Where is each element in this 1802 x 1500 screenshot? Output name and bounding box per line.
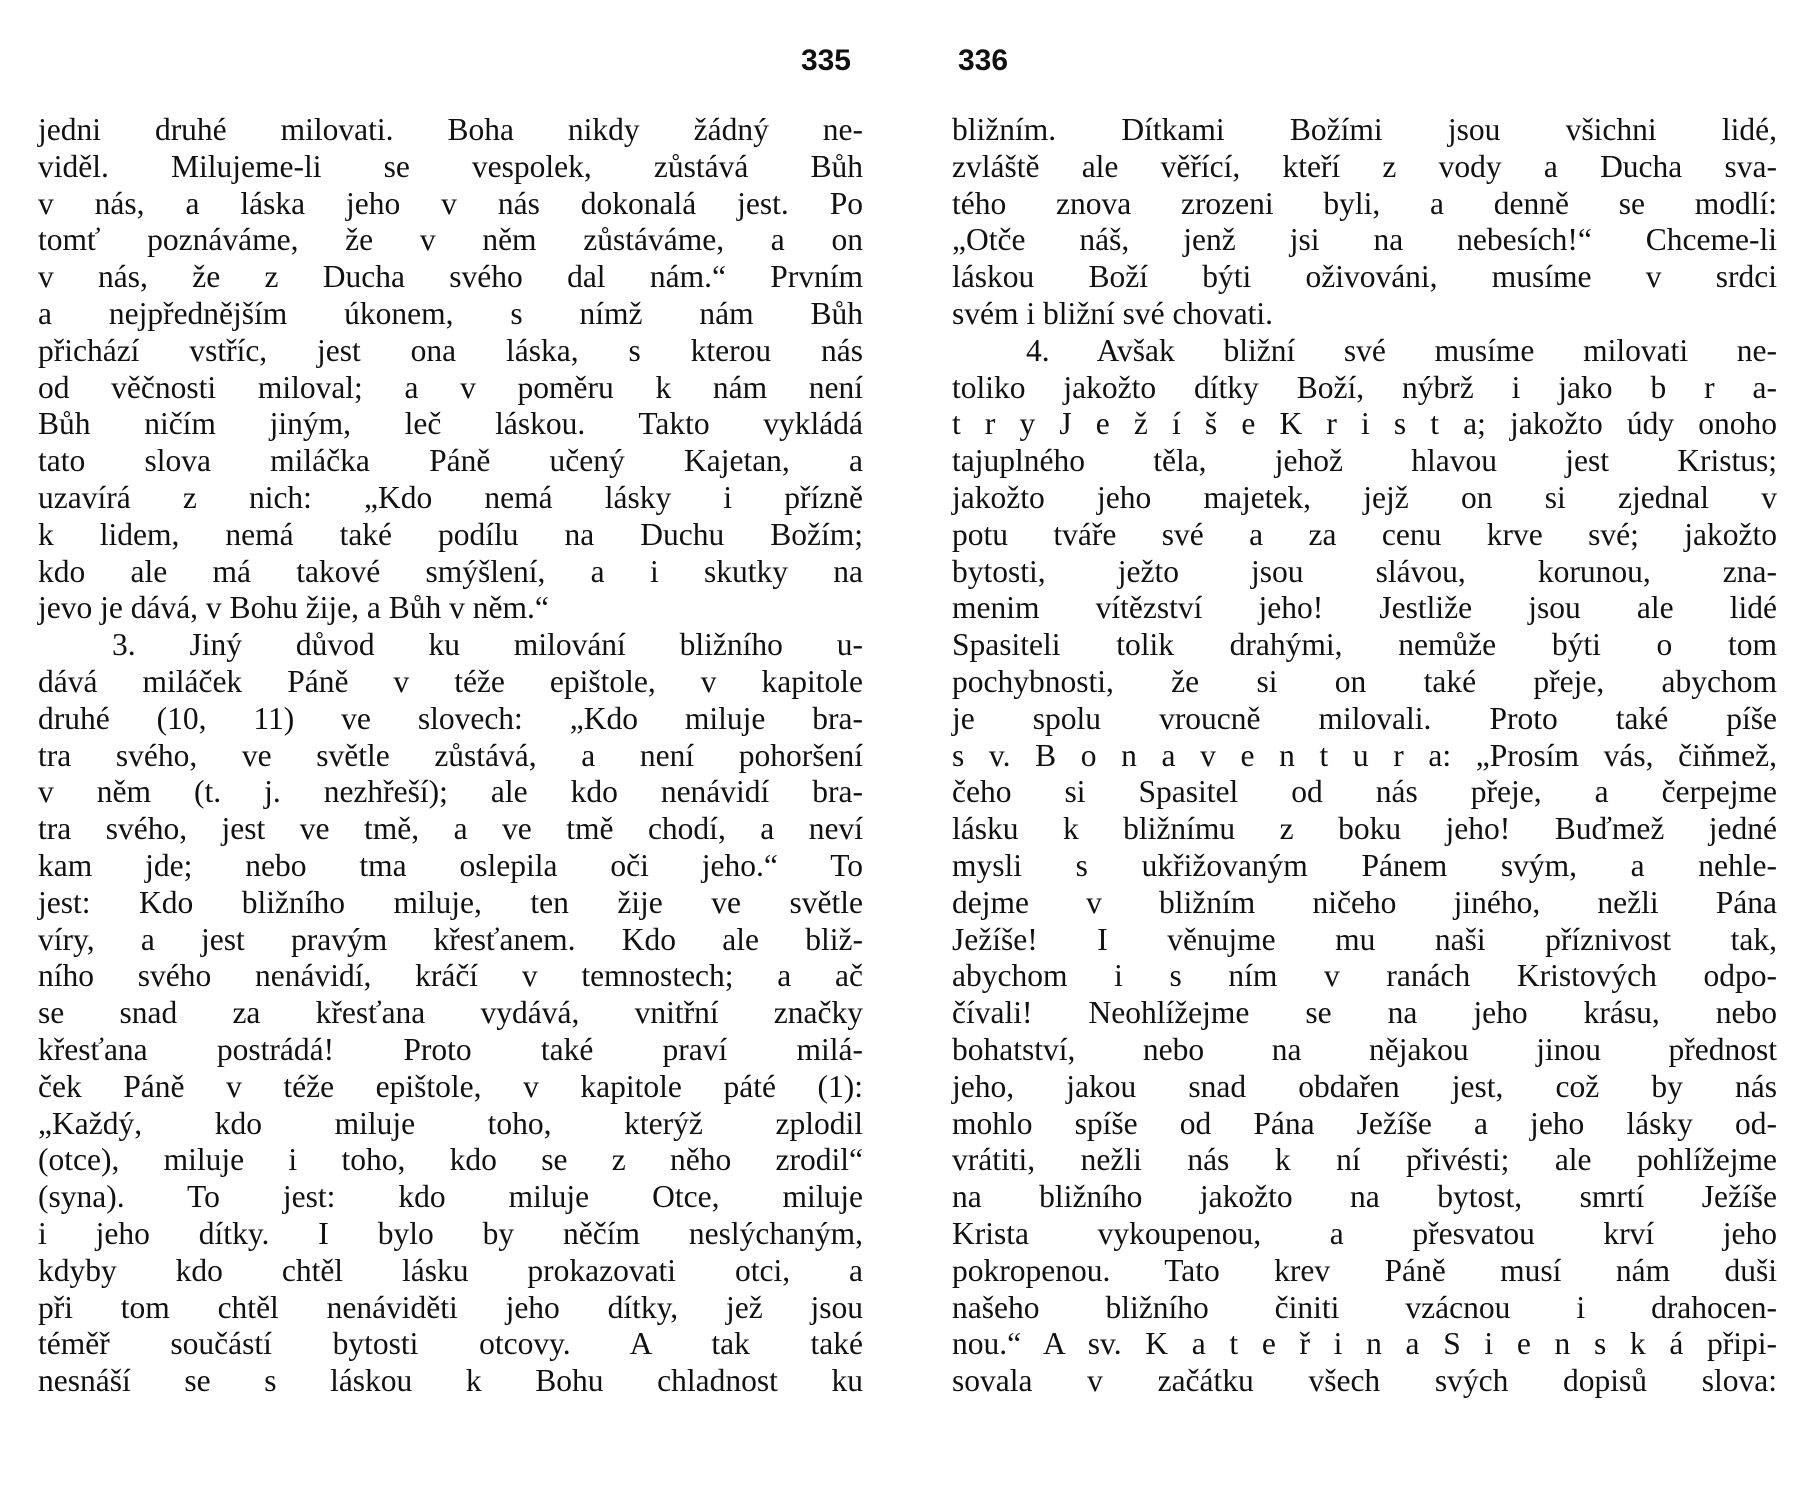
page-number: 335 (800, 44, 851, 77)
text-line: tra svého, jest ve tmě, a ve tmě chodí, a neví (38, 811, 863, 847)
text-line: menim vítězství jeho! Jestliže jsou ale lidé (952, 590, 1777, 626)
text-line: i jeho dítky. I bylo by něčím neslýchaným, (38, 1215, 863, 1251)
text-line: jakožto jeho majetek, jejž on si zjednal v (952, 479, 1777, 515)
text-line: v nás, že z Ducha svého dal nám.“ Prvním (38, 259, 863, 295)
page-text (38, 112, 863, 1400)
text-line: „Otče náš, jenž jsi na nebesích!“ Chceme-li (952, 222, 1777, 258)
text-line: jedni druhé milovati. Boha nikdy žádný ne- (38, 112, 863, 147)
text-line: v nás, a láska jeho v nás dokonalá jest. Po (38, 185, 863, 221)
page-number: 336 (958, 44, 1009, 77)
text-line: čeho si Spasitel od nás přeje, a čerpejme (952, 774, 1777, 810)
text-line: láskou Boží býti oživováni, musíme v srdci (952, 259, 1777, 295)
text-line: bohatství, nebo na nějakou jinou přednost (952, 1031, 1777, 1067)
text-line: mysli s ukřižovaným Pánem svým, a nehle- (952, 847, 1777, 883)
text-line: 4. Avšak bližní své musíme milovati ne- (1026, 332, 1777, 368)
right-page (952, 0, 1777, 1500)
text-line: na bližního jakožto na bytost, smrtí Ježíše (952, 1179, 1777, 1215)
text-line: Spasiteli tolik drahými, nemůže býti o tom (952, 627, 1777, 663)
text-line: tajuplného těla, jehož hlavou jest Kristus; (952, 443, 1777, 479)
text-line: bližním. Dítkami Božími jsou všichni lidé, (952, 112, 1777, 147)
text-line: abychom i s ním v ranách Kristových odpo- (952, 958, 1777, 994)
text-line: našeho bližního činiti vzácnou i drahocen- (952, 1289, 1777, 1325)
text-line: při tom chtěl nenáviděti jeho dítky, jež jsou (38, 1289, 863, 1325)
text-line: přichází vstříc, jest ona láska, s kterou nás (38, 332, 863, 368)
text-line: jevo je dává, v Bohu žije, a Bůh v něm.“ (38, 590, 549, 626)
text-line: kdo ale má takové smýšlení, a i skutky na (38, 553, 863, 589)
text-line: 3. Jiný důvod ku milování bližního u- (112, 627, 863, 663)
text-line: toliko jakožto dítky Boží, nýbrž i jako b r a- (952, 369, 1777, 405)
text-line: je spolu vroucně milovali. Proto také píše (952, 700, 1777, 736)
text-line: ního svého nenávidí, kráčí v temnostech; a ač (38, 958, 863, 994)
text-line: sovala v začátku všech svých dopisů slova: (952, 1363, 1777, 1399)
text-line: (otce), miluje i toho, kdo se z něho zrodil“ (38, 1142, 863, 1178)
text-line: víry, a jest pravým křesťanem. Kdo ale bliž- (38, 921, 863, 957)
text-line: Bůh ničím jiným, leč láskou. Takto vykládá (38, 406, 863, 442)
text-line: nou.“ A sv. K a t e ř i n a S i e n s k á připi- (952, 1326, 1777, 1362)
text-line: druhé (10, 11) ve slovech: „Kdo miluje bra- (38, 700, 863, 736)
page-text (952, 112, 1777, 1400)
text-line: mohlo spíše od Pána Ježíše a jeho lásky od- (952, 1105, 1777, 1141)
text-line: pochybnosti, že si on také přeje, abychom (952, 663, 1777, 699)
text-line: vrátiti, nežli nás k ní přivésti; ale pohlížejme (952, 1142, 1777, 1178)
text-line: se snad za křesťana vydává, vnitřní značky (38, 995, 863, 1031)
text-line: potu tváře své a za cenu krve své; jakožto (952, 516, 1777, 552)
text-line: jest: Kdo bližního miluje, ten žije ve světle (38, 884, 863, 920)
text-line: viděl. Milujeme-li se vespolek, zůstává Bůh (38, 148, 863, 184)
text-line: Krista vykoupenou, a přesvatou krví jeho (952, 1215, 1777, 1251)
text-line: (syna). To jest: kdo miluje Otce, miluje (38, 1179, 863, 1215)
text-line: Ježíše! I věnujme mu naši příznivost tak, (952, 921, 1777, 957)
text-line: v něm (t. j. nezhřeší); ale kdo nenávidí bra- (38, 774, 863, 810)
text-line: nesnáší se s láskou k Bohu chladnost ku (38, 1363, 863, 1399)
text-line: od věčnosti miloval; a v poměru k nám není (38, 369, 863, 405)
text-line: lásku k bližnímu z boku jeho! Buďmež jedné (952, 811, 1777, 847)
text-line: bytosti, ježto jsou slávou, korunou, zna- (952, 553, 1777, 589)
text-line: kdyby kdo chtěl lásku prokazovati otci, a (38, 1252, 863, 1288)
left-page (38, 0, 863, 1500)
text-line: ček Páně v téže epištole, v kapitole páté (1): (38, 1068, 863, 1104)
text-line: tato slova miláčka Páně učený Kajetan, a (38, 443, 863, 479)
text-line: tra svého, ve světle zůstává, a není pohoršení (38, 737, 863, 773)
text-line: kam jde; nebo tma oslepila oči jeho.“ To (38, 847, 863, 883)
text-line: dává miláček Páně v téže epištole, v kapitole (38, 663, 863, 699)
text-line: jeho, jakou snad obdařen jest, což by nás (952, 1068, 1777, 1104)
text-line: t r y J e ž í š e K r i s t a; jakožto údy onoho (952, 406, 1777, 442)
text-line: pokropenou. Tato krev Páně musí nám duši (952, 1252, 1777, 1288)
text-line: svém i bližní své chovati. (952, 295, 1274, 331)
text-line: čívali! Neohlížejme se na jeho krásu, nebo (952, 995, 1777, 1031)
text-line: dejme v bližním ničeho jiného, nežli Pána (952, 884, 1777, 920)
text-line: „Každý, kdo miluje toho, kterýž zplodil (38, 1105, 863, 1141)
text-line: téměř součástí bytosti otcovy. A tak také (38, 1326, 863, 1362)
text-line: uzavírá z nich: „Kdo nemá lásky i přízně (38, 479, 863, 515)
text-line: zvláště ale věřící, kteří z vody a Ducha sva- (952, 148, 1777, 184)
text-line: tého znova zrozeni byli, a denně se modlí: (952, 185, 1777, 221)
text-line: tomť poznáváme, že v něm zůstáváme, a on (38, 222, 863, 258)
text-line: a nejpřednějším úkonem, s nímž nám Bůh (38, 295, 863, 331)
text-line: s v. B o n a v e n t u r a: „Prosím vás, čiňmež, (952, 737, 1777, 773)
text-line: křesťana postrádá! Proto také praví milá- (38, 1031, 863, 1067)
text-line: k lidem, nemá také podílu na Duchu Božím; (38, 516, 863, 552)
